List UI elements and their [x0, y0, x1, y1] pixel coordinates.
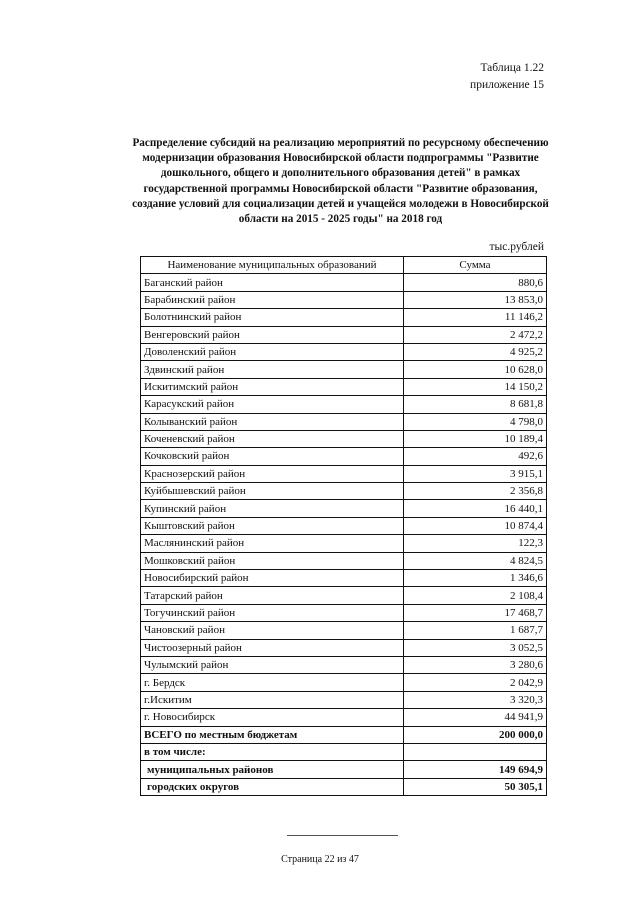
cell-name: г. Бердск — [141, 674, 404, 691]
cell-amount: 13 853,0 — [404, 291, 547, 308]
table-row — [141, 570, 547, 587]
cell-amount: 880,6 — [404, 274, 547, 291]
document-title: Распределение субсидий на реализацию мероприятий по ресурсному обеспечению модернизации образования Новосибирской области подпрограммы "Развитие дошкольного, общего и дополнительного образования детей" в рамках государственной программы Новосибирской области "Развитие образования, создание условий для социализации детей и учащейся молодежи в Новосибирской области на 2015 - 2025 годы" на 2018 год — [132, 137, 549, 226]
cell-amount: 10 874,4 — [404, 517, 547, 534]
cell-name: Здвинский район — [141, 361, 404, 378]
table-row — [141, 552, 547, 569]
table-row — [141, 309, 547, 326]
cell-amount: 3 915,1 — [404, 465, 547, 482]
column-header-name: Наименование муниципальных образований — [141, 257, 404, 274]
table-row — [141, 674, 547, 691]
cell-name: Венгеровский район — [141, 326, 404, 343]
total-row — [141, 726, 547, 743]
cell-amount: 4 824,5 — [404, 552, 547, 569]
units-label: тыс.рублей — [489, 241, 544, 253]
cell-name: Коченевский район — [141, 430, 404, 447]
cell-name: Карасукский район — [141, 396, 404, 413]
table-row — [141, 656, 547, 673]
cell-name: Чистоозерный район — [141, 639, 404, 656]
table-row — [141, 274, 547, 291]
cell-name: ВСЕГО по местным бюджетам — [141, 726, 404, 743]
table-row — [141, 413, 547, 430]
cell-amount: 2 472,2 — [404, 326, 547, 343]
cell-amount: 200 000,0 — [404, 726, 547, 743]
cell-name: Искитимский район — [141, 378, 404, 395]
cell-name: Кочковский район — [141, 448, 404, 465]
table-row — [141, 691, 547, 708]
cell-amount: 4 798,0 — [404, 413, 547, 430]
subtotal-row — [141, 778, 547, 795]
table-row — [141, 604, 547, 621]
cell-amount: 10 189,4 — [404, 430, 547, 447]
cell-amount: 3 052,5 — [404, 639, 547, 656]
table-row — [141, 361, 547, 378]
cell-name: Маслянинский район — [141, 535, 404, 552]
table-row — [141, 500, 547, 517]
table-row — [141, 622, 547, 639]
table-header-row — [141, 257, 547, 274]
cell-name: Тогучинский район — [141, 604, 404, 621]
table-row — [141, 639, 547, 656]
page-number: Страница 22 из 47 — [281, 854, 359, 865]
cell-amount: 50 305,1 — [404, 778, 547, 795]
subsidy-table — [140, 256, 547, 796]
table-row — [141, 291, 547, 308]
table-row — [141, 378, 547, 395]
cell-name: Кыштовский район — [141, 517, 404, 534]
cell-name: Барабинский район — [141, 291, 404, 308]
including-row — [141, 743, 547, 760]
cell-amount: 1 687,7 — [404, 622, 547, 639]
table-row — [141, 448, 547, 465]
table-row — [141, 430, 547, 447]
cell-amount: 14 150,2 — [404, 378, 547, 395]
cell-amount: 122,3 — [404, 535, 547, 552]
cell-name: Мошковский район — [141, 552, 404, 569]
cell-name: Краснозерский район — [141, 465, 404, 482]
footer-divider — [287, 835, 398, 836]
table-row — [141, 535, 547, 552]
cell-name: Болотнинский район — [141, 309, 404, 326]
cell-name: г. Новосибирск — [141, 709, 404, 726]
table-label: Таблица 1.22 — [480, 62, 544, 74]
cell-amount: 2 108,4 — [404, 587, 547, 604]
cell-name: в том числе: — [141, 743, 404, 760]
cell-name: Купинский район — [141, 500, 404, 517]
cell-amount: 2 356,8 — [404, 483, 547, 500]
cell-amount: 16 440,1 — [404, 500, 547, 517]
cell-name: Доволенский район — [141, 343, 404, 360]
cell-name: г.Искитим — [141, 691, 404, 708]
table-row — [141, 483, 547, 500]
cell-name: Новосибирский район — [141, 570, 404, 587]
table-row — [141, 587, 547, 604]
cell-amount: 17 468,7 — [404, 604, 547, 621]
cell-amount: 10 628,0 — [404, 361, 547, 378]
cell-amount: 149 694,9 — [404, 761, 547, 778]
table-body — [141, 274, 547, 796]
column-header-amount: Сумма — [404, 257, 547, 274]
cell-amount: 4 925,2 — [404, 343, 547, 360]
table-row — [141, 465, 547, 482]
appendix-label: приложение 15 — [470, 79, 544, 91]
cell-name: Баганский район — [141, 274, 404, 291]
cell-amount: 8 681,8 — [404, 396, 547, 413]
cell-amount: 11 146,2 — [404, 309, 547, 326]
cell-amount: 3 280,6 — [404, 656, 547, 673]
table-row — [141, 396, 547, 413]
cell-amount — [404, 743, 547, 760]
cell-name: Чулымский район — [141, 656, 404, 673]
table-row — [141, 326, 547, 343]
cell-name: Колыванский район — [141, 413, 404, 430]
cell-amount: 492,6 — [404, 448, 547, 465]
cell-name: Чановский район — [141, 622, 404, 639]
table-row — [141, 709, 547, 726]
table-row — [141, 343, 547, 360]
cell-amount: 44 941,9 — [404, 709, 547, 726]
subtotal-row — [141, 761, 547, 778]
cell-name: Куйбышевский район — [141, 483, 404, 500]
cell-amount: 3 320,3 — [404, 691, 547, 708]
cell-name: Татарский район — [141, 587, 404, 604]
cell-amount: 2 042,9 — [404, 674, 547, 691]
table-row — [141, 517, 547, 534]
cell-name: муниципальных районов — [141, 761, 404, 778]
cell-amount: 1 346,6 — [404, 570, 547, 587]
cell-name: городских округов — [141, 778, 404, 795]
